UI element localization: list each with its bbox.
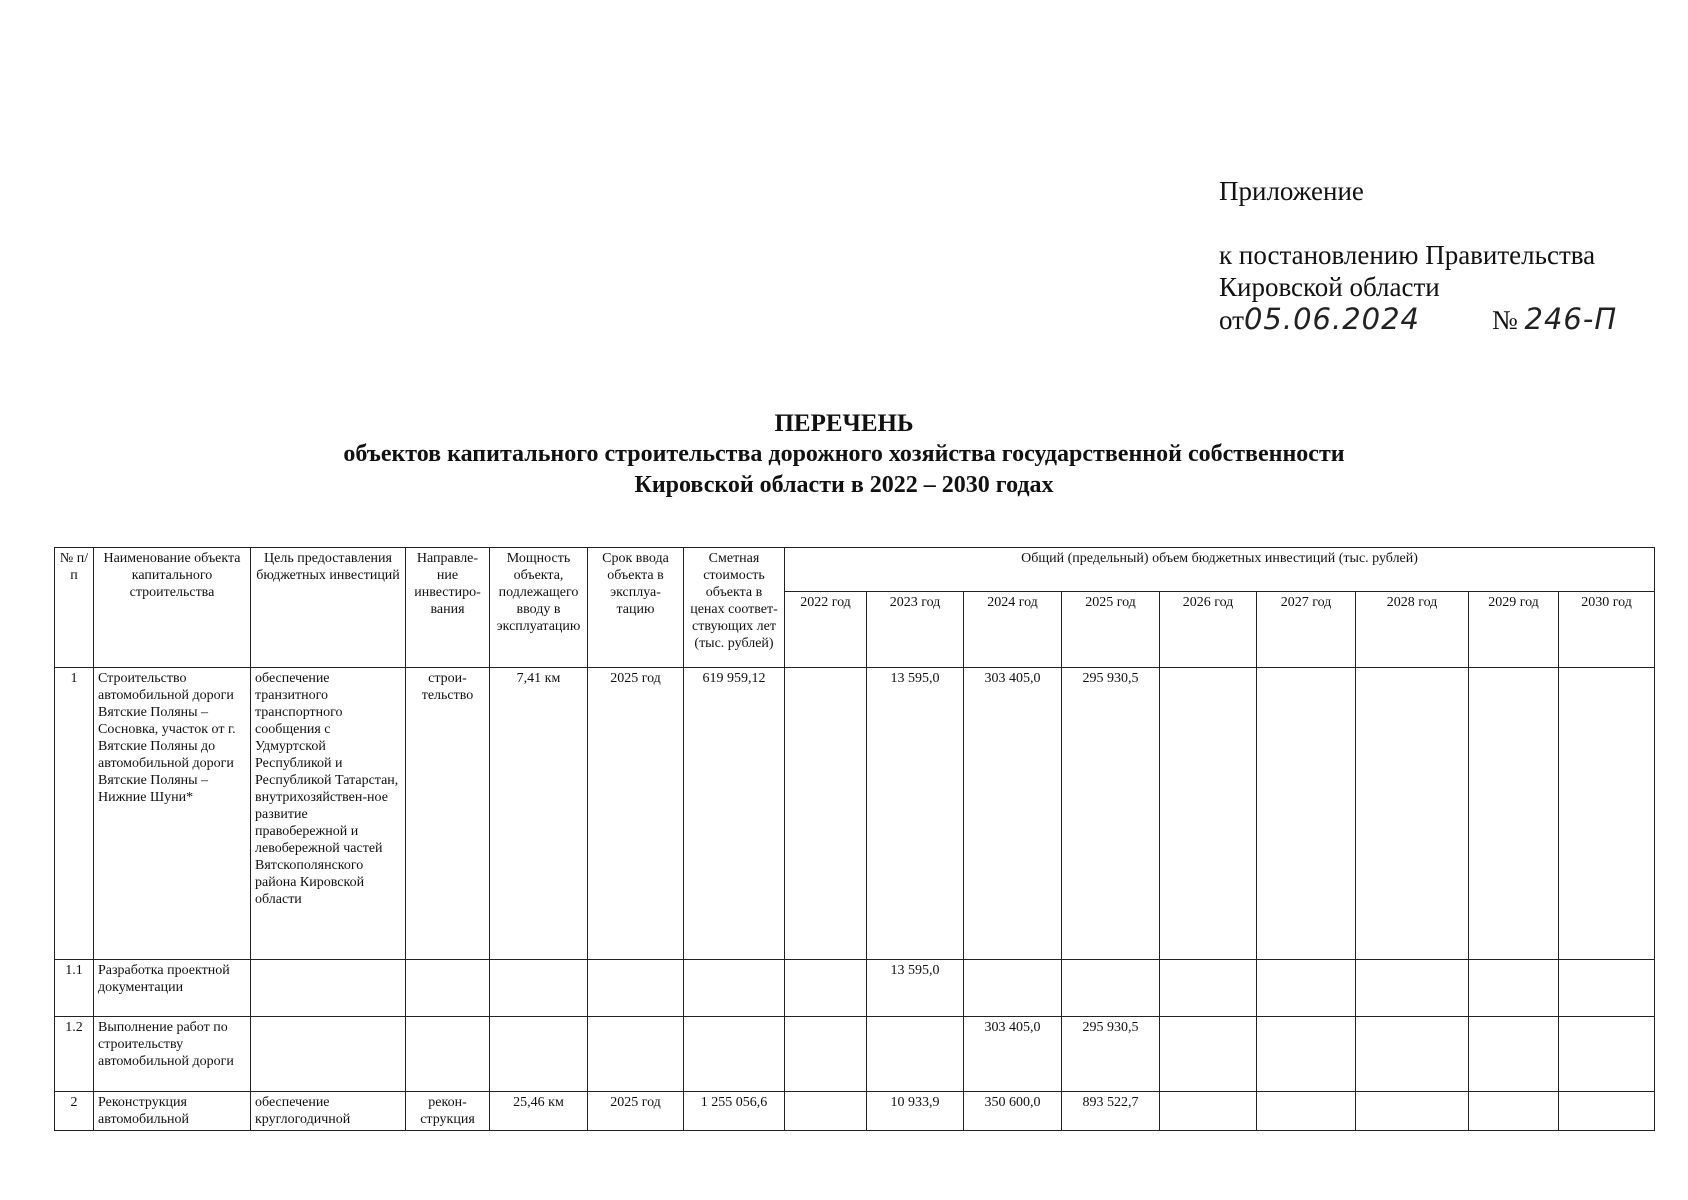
appendix-region-line: Кировской области bbox=[1219, 272, 1440, 302]
cell-goal: обеспечение транзитного транспортного сообщения с Удмуртской Республикой и Республикой Татарстан, внутрихозяйствен-ное развитие правобережной и левобережной частей Вятскополянского района Кировской области bbox=[251, 668, 406, 960]
title-line-2: объектов капитального строительства дорожного хозяйства государственной собственности bbox=[343, 441, 1345, 467]
cell-year-value bbox=[1469, 668, 1559, 960]
cell-direction: строи-тельство bbox=[406, 668, 490, 960]
appendix-resolution-line: к постановлению Правительства bbox=[1219, 240, 1596, 270]
header-year: 2030 год bbox=[1559, 592, 1655, 668]
cell-num: 1 bbox=[55, 668, 94, 960]
header-direction: Направле-ние инвестиро-вания bbox=[406, 548, 490, 668]
cell-num: 2 bbox=[55, 1092, 94, 1131]
cell-capacity bbox=[490, 1017, 588, 1092]
cell-year-value bbox=[1559, 1092, 1655, 1131]
table-row bbox=[55, 668, 1655, 960]
header-volume: Общий (предельный) объем бюджетных инвестиций (тыс. рублей) bbox=[785, 548, 1655, 592]
cell-year-value bbox=[1469, 1017, 1559, 1092]
cell-year-value: 295 930,5 bbox=[1062, 668, 1160, 960]
cell-year-value bbox=[1257, 1092, 1356, 1131]
cell-year-value bbox=[1469, 960, 1559, 1017]
cell-year-value bbox=[1257, 668, 1356, 960]
cell-name: Строительство автомобильной дороги Вятские Поляны – Сосновка, участок от г. Вятские Поляны до автомобильной дороги Вятские Поляны – Нижние Шуни* bbox=[94, 668, 251, 960]
cell-year-value: 13 595,0 bbox=[867, 960, 964, 1017]
cell-year-value: 893 522,7 bbox=[1062, 1092, 1160, 1131]
cell-cost bbox=[684, 960, 785, 1017]
cell-year-value bbox=[1356, 1092, 1469, 1131]
appendix-date-number-line bbox=[1219, 303, 1617, 336]
cell-year-value: 350 600,0 bbox=[964, 1092, 1062, 1131]
cell-year-value: 303 405,0 bbox=[964, 1017, 1062, 1092]
header-year: 2023 год bbox=[867, 592, 964, 668]
header-num: № п/п bbox=[55, 548, 94, 668]
cell-term: 2025 год bbox=[588, 1092, 684, 1131]
cell-year-value bbox=[1160, 1017, 1257, 1092]
header-cost: Сметная стоимость объекта в ценах соответ-ствующих лет (тыс. рублей) bbox=[684, 548, 785, 668]
cell-year-value bbox=[785, 1017, 867, 1092]
cell-capacity bbox=[490, 960, 588, 1017]
cell-year-value bbox=[1356, 1017, 1469, 1092]
table-row bbox=[55, 960, 1655, 1017]
header-name: Наименование объекта капитального строительства bbox=[94, 548, 251, 668]
cell-year-value bbox=[1559, 668, 1655, 960]
cell-year-value bbox=[785, 1092, 867, 1131]
cell-year-value bbox=[785, 668, 867, 960]
cell-direction bbox=[406, 960, 490, 1017]
appendix-label: Приложение bbox=[1219, 176, 1364, 206]
cell-year-value bbox=[867, 1017, 964, 1092]
cell-term bbox=[588, 960, 684, 1017]
cell-year-value bbox=[1160, 1092, 1257, 1131]
cell-cost bbox=[684, 1017, 785, 1092]
cell-name: Разработка проектной документации bbox=[94, 960, 251, 1017]
table-row bbox=[55, 1092, 1655, 1131]
cell-name: Реконструкция автомобильной bbox=[94, 1092, 251, 1131]
cell-cost: 1 255 056,6 bbox=[684, 1092, 785, 1131]
header-year: 2029 год bbox=[1469, 592, 1559, 668]
header-year: 2024 год bbox=[964, 592, 1062, 668]
cell-term bbox=[588, 1017, 684, 1092]
cell-direction: рекон-струкция bbox=[406, 1092, 490, 1131]
number-prefix: № bbox=[1492, 305, 1518, 335]
cell-name: Выполнение работ по строительству автомобильной дороги bbox=[94, 1017, 251, 1092]
header-capacity: Мощность объекта, подлежащего вводу в эксплуатацию bbox=[490, 548, 588, 668]
cell-year-value bbox=[1257, 960, 1356, 1017]
title-heading: ПЕРЕЧЕНЬ bbox=[774, 410, 914, 437]
cell-goal: обеспечение круглогодичной bbox=[251, 1092, 406, 1131]
document-title bbox=[0, 408, 1688, 501]
cell-year-value: 303 405,0 bbox=[964, 668, 1062, 960]
header-year: 2022 год bbox=[785, 592, 867, 668]
header-year: 2026 год bbox=[1160, 592, 1257, 668]
title-line-3: Кировской области в 2022 – 2030 годах bbox=[634, 472, 1054, 498]
investment-table bbox=[54, 547, 1655, 1131]
cell-year-value: 295 930,5 bbox=[1062, 1017, 1160, 1092]
table-row bbox=[55, 1017, 1655, 1092]
cell-num: 1.1 bbox=[55, 960, 94, 1017]
header-year: 2027 год bbox=[1257, 592, 1356, 668]
cell-num: 1.2 bbox=[55, 1017, 94, 1092]
cell-capacity: 25,46 км bbox=[490, 1092, 588, 1131]
appendix-block bbox=[1219, 175, 1617, 336]
cell-year-value bbox=[1160, 668, 1257, 960]
cell-year-value bbox=[1356, 960, 1469, 1017]
cell-goal bbox=[251, 960, 406, 1017]
cell-goal bbox=[251, 1017, 406, 1092]
cell-year-value bbox=[1559, 960, 1655, 1017]
cell-year-value bbox=[1469, 1092, 1559, 1131]
cell-year-value bbox=[1356, 668, 1469, 960]
cell-year-value bbox=[964, 960, 1062, 1017]
cell-year-value bbox=[785, 960, 867, 1017]
cell-year-value bbox=[1257, 1017, 1356, 1092]
handwritten-date: 05.06.2024 bbox=[1243, 302, 1420, 336]
cell-term: 2025 год bbox=[588, 668, 684, 960]
cell-capacity: 7,41 км bbox=[490, 668, 588, 960]
handwritten-number: 246-П bbox=[1524, 302, 1618, 336]
header-year: 2028 год bbox=[1356, 592, 1469, 668]
header-row-1 bbox=[55, 548, 1655, 592]
header-year: 2025 год bbox=[1062, 592, 1160, 668]
cell-year-value: 10 933,9 bbox=[867, 1092, 964, 1131]
cell-year-value: 13 595,0 bbox=[867, 668, 964, 960]
cell-direction bbox=[406, 1017, 490, 1092]
cell-year-value bbox=[1160, 960, 1257, 1017]
cell-year-value bbox=[1559, 1017, 1655, 1092]
date-prefix: от bbox=[1219, 305, 1244, 335]
header-term: Срок ввода объекта в эксплуа-тацию bbox=[588, 548, 684, 668]
cell-year-value bbox=[1062, 960, 1160, 1017]
cell-cost: 619 959,12 bbox=[684, 668, 785, 960]
header-goal: Цель предоставления бюджетных инвестиций bbox=[251, 548, 406, 668]
